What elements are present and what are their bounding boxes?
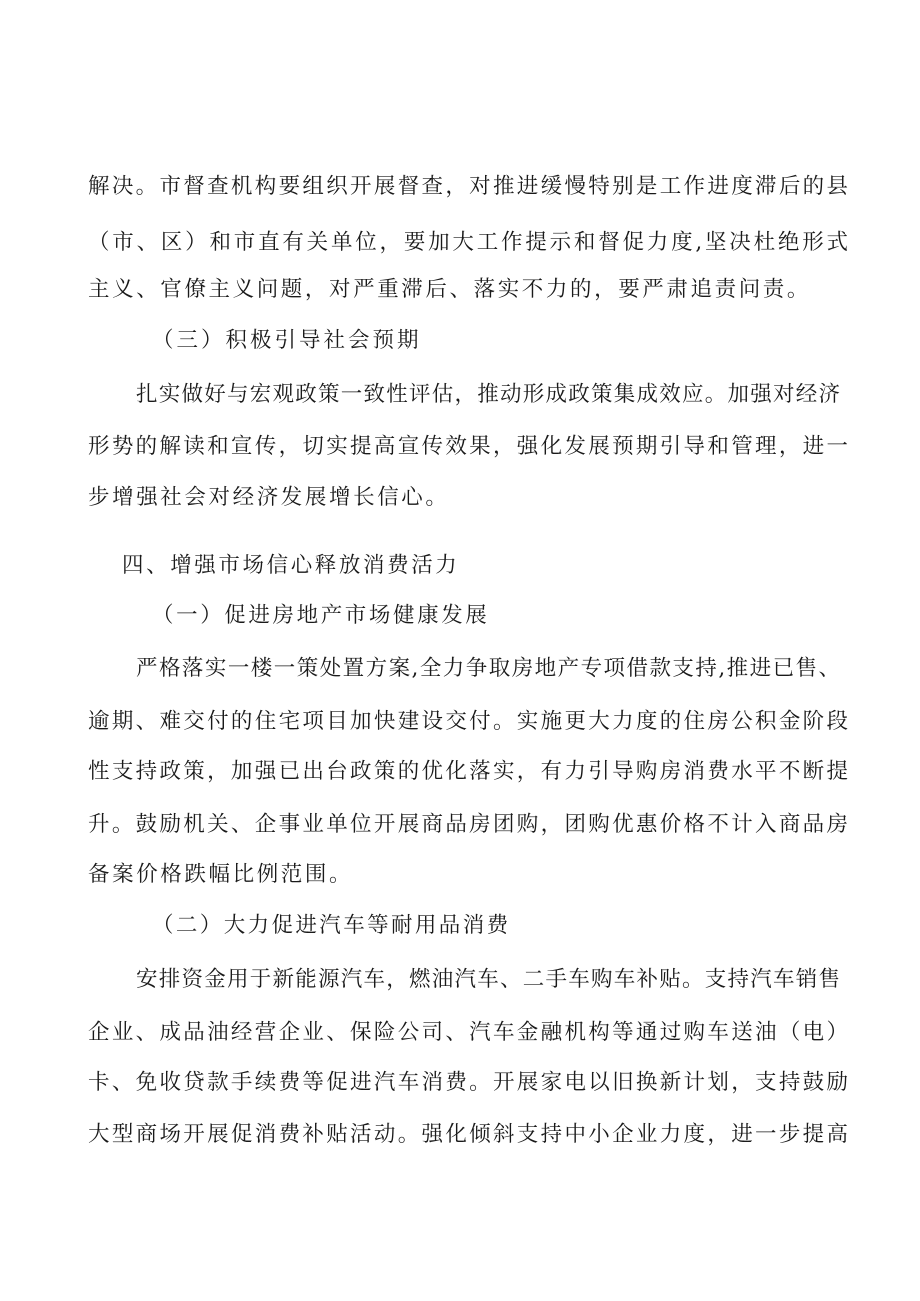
paragraph-line: 主义、官僚主义问题，对严重滞后、落实不力的，要严肃追责问责。 xyxy=(88,277,812,302)
paragraph-line: 大型商场开展促消费补贴活动。强化倾斜支持中小企业力度，进一步提高 xyxy=(88,1122,848,1147)
paragraph-line: 企业、成品油经营企业、保险公司、汽车金融机构等通过购车送油（电） xyxy=(88,1020,848,1045)
paragraph-line: （市、区）和市直有关单位，要加大工作提示和督促力度,坚决杜绝形式 xyxy=(88,230,848,255)
paragraph-line: 逾期、难交付的住宅项目加快建设交付。实施更大力度的住房公积金阶段 xyxy=(88,709,848,734)
paragraph-line: 卡、免收贷款手续费等促进汽车消费。开展家电以旧换新计划，支持鼓励 xyxy=(88,1070,848,1095)
paragraph-line: 备案价格跌幅比例范围。 xyxy=(88,862,354,887)
paragraph-line: 安排资金用于新能源汽车，燃油汽车、二手车购车补贴。支持汽车销售 xyxy=(136,967,840,992)
paragraph-line: 解决。市督查机构要组织开展督查，对推进缓慢特别是工作进度滞后的县 xyxy=(88,174,848,199)
paragraph-line: 扎实做好与宏观政策一致性评估，推动形成政策集成效应。加强对经济 xyxy=(136,382,840,407)
paragraph-line: 升。鼓励机关、企事业单位开展商品房团购，团购优惠价格不计入商品房 xyxy=(88,812,848,837)
subsection-heading: （二）大力促进汽车等耐用品消费 xyxy=(152,913,511,938)
subsection-heading: （一）促进房地产市场健康发展 xyxy=(152,603,490,628)
paragraph-line: 严格落实一楼一策处置方案,全力争取房地产专项借款支持,推进已售、 xyxy=(136,656,840,681)
section-heading: 四、增强市场信心释放消费活力 xyxy=(122,553,460,578)
subsection-heading: （三）积极引导社会预期 xyxy=(152,328,422,353)
paragraph-line: 性支持政策，加强已出台政策的优化落实，有力引导购房消费水平不断提 xyxy=(88,759,848,784)
paragraph-line: 步增强社会对经济发展增长信心。 xyxy=(88,485,450,510)
paragraph-line: 形势的解读和宣传，切实提高宣传效果，强化发展预期引导和管理，进一 xyxy=(88,434,848,459)
